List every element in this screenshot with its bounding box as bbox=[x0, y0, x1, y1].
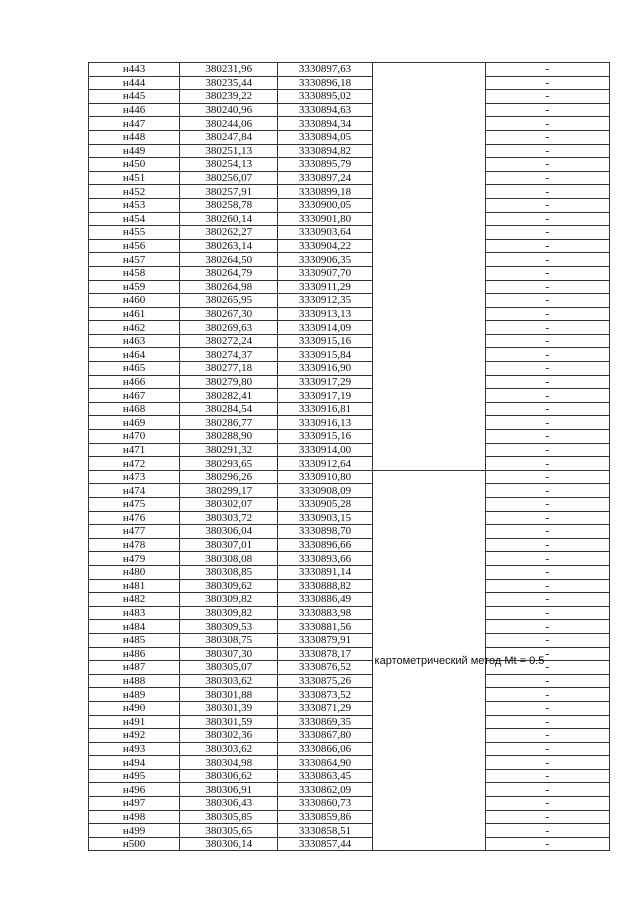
point-name: н468 bbox=[89, 402, 180, 416]
coord-x: 380286,77 bbox=[180, 416, 278, 430]
point-name: н482 bbox=[89, 593, 180, 607]
coord-x: 380247,84 bbox=[180, 130, 278, 144]
coord-y: 3330897,24 bbox=[278, 171, 372, 185]
table-row bbox=[89, 402, 610, 416]
point-name: н451 bbox=[89, 171, 180, 185]
accuracy-value: - bbox=[485, 647, 609, 661]
coord-y: 3330858,51 bbox=[278, 824, 372, 838]
accuracy-value: - bbox=[485, 334, 609, 348]
coord-y: 3330894,34 bbox=[278, 117, 372, 131]
accuracy-value: - bbox=[485, 579, 609, 593]
accuracy-value: - bbox=[485, 294, 609, 308]
point-name: н455 bbox=[89, 226, 180, 240]
coord-x: 380254,13 bbox=[180, 158, 278, 172]
accuracy-value: - bbox=[485, 266, 609, 280]
point-name: н473 bbox=[89, 470, 180, 484]
coord-y: 3330914,00 bbox=[278, 443, 372, 457]
accuracy-value: - bbox=[485, 375, 609, 389]
table-row bbox=[89, 443, 610, 457]
table-row bbox=[89, 565, 610, 579]
table-row bbox=[89, 824, 610, 838]
point-name: н493 bbox=[89, 742, 180, 756]
coord-x: 380240,96 bbox=[180, 103, 278, 117]
table-row bbox=[89, 266, 610, 280]
point-name: н453 bbox=[89, 198, 180, 212]
point-name: н452 bbox=[89, 185, 180, 199]
accuracy-value: - bbox=[485, 130, 609, 144]
coord-y: 3330896,18 bbox=[278, 76, 372, 90]
coord-y: 3330900,05 bbox=[278, 198, 372, 212]
coord-y: 3330912,35 bbox=[278, 294, 372, 308]
table-row bbox=[89, 701, 610, 715]
table-row bbox=[89, 769, 610, 783]
coord-x: 380307,30 bbox=[180, 647, 278, 661]
table-row bbox=[89, 742, 610, 756]
coord-x: 380309,53 bbox=[180, 620, 278, 634]
coord-y: 3330904,22 bbox=[278, 239, 372, 253]
accuracy-value: - bbox=[485, 769, 609, 783]
coord-x: 380291,32 bbox=[180, 443, 278, 457]
coord-x: 380279,80 bbox=[180, 375, 278, 389]
accuracy-value: - bbox=[485, 837, 609, 851]
table-row bbox=[89, 674, 610, 688]
coord-x: 380307,01 bbox=[180, 538, 278, 552]
coord-y: 3330876,52 bbox=[278, 661, 372, 675]
coord-y: 3330917,29 bbox=[278, 375, 372, 389]
accuracy-value: - bbox=[485, 565, 609, 579]
accuracy-value: - bbox=[485, 198, 609, 212]
accuracy-value: - bbox=[485, 117, 609, 131]
coord-y: 3330916,90 bbox=[278, 362, 372, 376]
coord-y: 3330907,70 bbox=[278, 266, 372, 280]
accuracy-value: - bbox=[485, 688, 609, 702]
coord-x: 380309,82 bbox=[180, 593, 278, 607]
coord-x: 380264,98 bbox=[180, 280, 278, 294]
coord-x: 380251,13 bbox=[180, 144, 278, 158]
coord-x: 380306,14 bbox=[180, 837, 278, 851]
point-name: н447 bbox=[89, 117, 180, 131]
table-row bbox=[89, 321, 610, 335]
accuracy-value: - bbox=[485, 797, 609, 811]
coord-x: 380264,79 bbox=[180, 266, 278, 280]
point-name: н444 bbox=[89, 76, 180, 90]
method-cell-empty bbox=[372, 63, 485, 471]
table-row bbox=[89, 606, 610, 620]
coord-y: 3330873,52 bbox=[278, 688, 372, 702]
accuracy-value: - bbox=[485, 498, 609, 512]
point-name: н487 bbox=[89, 661, 180, 675]
coordinates-table-body bbox=[89, 63, 610, 851]
coord-x: 380284,54 bbox=[180, 402, 278, 416]
accuracy-value: - bbox=[485, 158, 609, 172]
coord-y: 3330881,56 bbox=[278, 620, 372, 634]
point-name: н461 bbox=[89, 307, 180, 321]
coord-y: 3330862,09 bbox=[278, 783, 372, 797]
coord-y: 3330883,98 bbox=[278, 606, 372, 620]
table-row bbox=[89, 144, 610, 158]
coord-x: 380306,91 bbox=[180, 783, 278, 797]
coord-x: 380301,39 bbox=[180, 701, 278, 715]
accuracy-value: - bbox=[485, 321, 609, 335]
coord-y: 3330903,15 bbox=[278, 511, 372, 525]
coord-y: 3330915,84 bbox=[278, 348, 372, 362]
coord-x: 380244,06 bbox=[180, 117, 278, 131]
coord-y: 3330871,29 bbox=[278, 701, 372, 715]
coord-y: 3330901,80 bbox=[278, 212, 372, 226]
coord-x: 380306,62 bbox=[180, 769, 278, 783]
table-row bbox=[89, 198, 610, 212]
point-name: н478 bbox=[89, 538, 180, 552]
point-name: н471 bbox=[89, 443, 180, 457]
point-name: н499 bbox=[89, 824, 180, 838]
point-name: н475 bbox=[89, 498, 180, 512]
accuracy-value: - bbox=[485, 715, 609, 729]
table-row bbox=[89, 593, 610, 607]
point-name: н462 bbox=[89, 321, 180, 335]
coord-y: 3330910,80 bbox=[278, 470, 372, 484]
coord-x: 380304,98 bbox=[180, 756, 278, 770]
accuracy-value: - bbox=[485, 701, 609, 715]
coord-y: 3330896,66 bbox=[278, 538, 372, 552]
table-row bbox=[89, 117, 610, 131]
table-row bbox=[89, 362, 610, 376]
coord-y: 3330905,28 bbox=[278, 498, 372, 512]
point-name: н479 bbox=[89, 552, 180, 566]
coord-y: 3330860,73 bbox=[278, 797, 372, 811]
coord-y: 3330914,09 bbox=[278, 321, 372, 335]
accuracy-value: - bbox=[485, 633, 609, 647]
coord-y: 3330879,91 bbox=[278, 633, 372, 647]
accuracy-value: - bbox=[485, 171, 609, 185]
table-row bbox=[89, 837, 610, 851]
table-row bbox=[89, 334, 610, 348]
coord-y: 3330895,79 bbox=[278, 158, 372, 172]
table-row bbox=[89, 538, 610, 552]
coord-x: 380305,65 bbox=[180, 824, 278, 838]
coord-y: 3330875,26 bbox=[278, 674, 372, 688]
table-row bbox=[89, 76, 610, 90]
coord-y: 3330915,16 bbox=[278, 334, 372, 348]
accuracy-value: - bbox=[485, 484, 609, 498]
point-name: н465 bbox=[89, 362, 180, 376]
table-row bbox=[89, 470, 610, 484]
coord-y: 3330857,44 bbox=[278, 837, 372, 851]
point-name: н489 bbox=[89, 688, 180, 702]
accuracy-value: - bbox=[485, 348, 609, 362]
coord-x: 380277,18 bbox=[180, 362, 278, 376]
table-row bbox=[89, 103, 610, 117]
accuracy-value: - bbox=[485, 253, 609, 267]
point-name: н464 bbox=[89, 348, 180, 362]
coord-x: 380264,50 bbox=[180, 253, 278, 267]
point-name: н460 bbox=[89, 294, 180, 308]
coord-y: 3330891,14 bbox=[278, 565, 372, 579]
point-name: н445 bbox=[89, 90, 180, 104]
table-row bbox=[89, 158, 610, 172]
accuracy-value: - bbox=[485, 443, 609, 457]
point-name: н481 bbox=[89, 579, 180, 593]
point-name: н454 bbox=[89, 212, 180, 226]
coord-x: 380308,85 bbox=[180, 565, 278, 579]
coord-x: 380267,30 bbox=[180, 307, 278, 321]
table-row bbox=[89, 715, 610, 729]
point-name: н443 bbox=[89, 63, 180, 77]
coord-y: 3330888,82 bbox=[278, 579, 372, 593]
table-row bbox=[89, 633, 610, 647]
accuracy-value: - bbox=[485, 416, 609, 430]
table-row bbox=[89, 484, 610, 498]
coord-x: 380303,72 bbox=[180, 511, 278, 525]
accuracy-value: - bbox=[485, 620, 609, 634]
coord-y: 3330913,13 bbox=[278, 307, 372, 321]
coord-x: 380272,24 bbox=[180, 334, 278, 348]
point-name: н477 bbox=[89, 525, 180, 539]
coord-y: 3330917,19 bbox=[278, 389, 372, 403]
coord-x: 380293,65 bbox=[180, 457, 278, 471]
coord-x: 380305,85 bbox=[180, 810, 278, 824]
table-row bbox=[89, 389, 610, 403]
table-row bbox=[89, 688, 610, 702]
coord-x: 380302,36 bbox=[180, 729, 278, 743]
point-name: н483 bbox=[89, 606, 180, 620]
accuracy-value: - bbox=[485, 756, 609, 770]
accuracy-value: - bbox=[485, 457, 609, 471]
coord-x: 380239,22 bbox=[180, 90, 278, 104]
point-name: н486 bbox=[89, 647, 180, 661]
accuracy-value: - bbox=[485, 729, 609, 743]
accuracy-value: - bbox=[485, 470, 609, 484]
coord-y: 3330893,66 bbox=[278, 552, 372, 566]
table-row bbox=[89, 63, 610, 77]
point-name: н500 bbox=[89, 837, 180, 851]
point-name: н498 bbox=[89, 810, 180, 824]
table-row bbox=[89, 756, 610, 770]
coord-y: 3330894,63 bbox=[278, 103, 372, 117]
table-row bbox=[89, 171, 610, 185]
table-row bbox=[89, 498, 610, 512]
coord-x: 380274,37 bbox=[180, 348, 278, 362]
point-name: н469 bbox=[89, 416, 180, 430]
table-row bbox=[89, 579, 610, 593]
accuracy-value: - bbox=[485, 212, 609, 226]
point-name: н480 bbox=[89, 565, 180, 579]
table-row bbox=[89, 90, 610, 104]
coord-y: 3330898,70 bbox=[278, 525, 372, 539]
accuracy-value: - bbox=[485, 525, 609, 539]
coord-x: 380269,63 bbox=[180, 321, 278, 335]
coord-x: 380260,14 bbox=[180, 212, 278, 226]
accuracy-value: - bbox=[485, 90, 609, 104]
point-name: н448 bbox=[89, 130, 180, 144]
point-name: н472 bbox=[89, 457, 180, 471]
point-name: н495 bbox=[89, 769, 180, 783]
point-name: н497 bbox=[89, 797, 180, 811]
point-name: н492 bbox=[89, 729, 180, 743]
accuracy-value: - bbox=[485, 742, 609, 756]
coord-y: 3330859,86 bbox=[278, 810, 372, 824]
coord-x: 380305,07 bbox=[180, 661, 278, 675]
coord-y: 3330908,09 bbox=[278, 484, 372, 498]
coord-y: 3330886,49 bbox=[278, 593, 372, 607]
coord-x: 380302,07 bbox=[180, 498, 278, 512]
coord-x: 380231,96 bbox=[180, 63, 278, 77]
coord-x: 380306,43 bbox=[180, 797, 278, 811]
coord-x: 380309,62 bbox=[180, 579, 278, 593]
table-row bbox=[89, 783, 610, 797]
point-name: н488 bbox=[89, 674, 180, 688]
accuracy-value: - bbox=[485, 430, 609, 444]
accuracy-value: - bbox=[485, 63, 609, 77]
accuracy-value: - bbox=[485, 239, 609, 253]
accuracy-value: - bbox=[485, 824, 609, 838]
accuracy-value: - bbox=[485, 103, 609, 117]
point-name: н450 bbox=[89, 158, 180, 172]
coord-y: 3330866,06 bbox=[278, 742, 372, 756]
accuracy-value: - bbox=[485, 280, 609, 294]
point-name: н449 bbox=[89, 144, 180, 158]
table-row bbox=[89, 620, 610, 634]
point-name: н467 bbox=[89, 389, 180, 403]
coord-y: 3330906,35 bbox=[278, 253, 372, 267]
coord-y: 3330916,13 bbox=[278, 416, 372, 430]
coord-x: 380301,88 bbox=[180, 688, 278, 702]
accuracy-value: - bbox=[485, 511, 609, 525]
accuracy-value: - bbox=[485, 593, 609, 607]
coord-y: 3330864,90 bbox=[278, 756, 372, 770]
accuracy-value: - bbox=[485, 362, 609, 376]
table-row bbox=[89, 280, 610, 294]
point-name: н485 bbox=[89, 633, 180, 647]
coord-x: 380299,17 bbox=[180, 484, 278, 498]
coord-x: 380308,08 bbox=[180, 552, 278, 566]
point-name: н456 bbox=[89, 239, 180, 253]
coord-x: 380265,95 bbox=[180, 294, 278, 308]
accuracy-value: - bbox=[485, 661, 609, 675]
table-row bbox=[89, 430, 610, 444]
coord-x: 380257,91 bbox=[180, 185, 278, 199]
table-row bbox=[89, 457, 610, 471]
coord-x: 380301,59 bbox=[180, 715, 278, 729]
accuracy-value: - bbox=[485, 185, 609, 199]
point-name: н466 bbox=[89, 375, 180, 389]
point-name: н476 bbox=[89, 511, 180, 525]
coord-x: 380235,44 bbox=[180, 76, 278, 90]
coord-y: 3330894,82 bbox=[278, 144, 372, 158]
coord-x: 380296,26 bbox=[180, 470, 278, 484]
accuracy-value: - bbox=[485, 76, 609, 90]
coord-y: 3330916,81 bbox=[278, 402, 372, 416]
coord-x: 380258,78 bbox=[180, 198, 278, 212]
point-name: н490 bbox=[89, 701, 180, 715]
method-cell: картометрический метод Mt = 0.5 bbox=[372, 470, 485, 851]
coord-x: 380306,04 bbox=[180, 525, 278, 539]
point-name: н474 bbox=[89, 484, 180, 498]
coord-x: 380282,41 bbox=[180, 389, 278, 403]
coord-y: 3330912,64 bbox=[278, 457, 372, 471]
table-row bbox=[89, 226, 610, 240]
coord-x: 380303,62 bbox=[180, 742, 278, 756]
coord-y: 3330869,35 bbox=[278, 715, 372, 729]
accuracy-value: - bbox=[485, 552, 609, 566]
table-row bbox=[89, 525, 610, 539]
table-row bbox=[89, 130, 610, 144]
table-row bbox=[89, 239, 610, 253]
point-name: н496 bbox=[89, 783, 180, 797]
coord-x: 380303,62 bbox=[180, 674, 278, 688]
point-name: н457 bbox=[89, 253, 180, 267]
table-row bbox=[89, 511, 610, 525]
table-row bbox=[89, 375, 610, 389]
point-name: н458 bbox=[89, 266, 180, 280]
coord-y: 3330911,29 bbox=[278, 280, 372, 294]
accuracy-value: - bbox=[485, 144, 609, 158]
accuracy-value: - bbox=[485, 538, 609, 552]
table-row bbox=[89, 416, 610, 430]
point-name: н463 bbox=[89, 334, 180, 348]
point-name: н446 bbox=[89, 103, 180, 117]
coord-x: 380263,14 bbox=[180, 239, 278, 253]
coord-x: 380308,75 bbox=[180, 633, 278, 647]
table-row bbox=[89, 348, 610, 362]
coord-y: 3330915,16 bbox=[278, 430, 372, 444]
table-row bbox=[89, 212, 610, 226]
coord-y: 3330867,80 bbox=[278, 729, 372, 743]
coord-y: 3330894,05 bbox=[278, 130, 372, 144]
point-name: н494 bbox=[89, 756, 180, 770]
coord-y: 3330878,17 bbox=[278, 647, 372, 661]
accuracy-value: - bbox=[485, 783, 609, 797]
coord-x: 380309,82 bbox=[180, 606, 278, 620]
table-row bbox=[89, 552, 610, 566]
table-row bbox=[89, 729, 610, 743]
accuracy-value: - bbox=[485, 307, 609, 321]
point-name: н470 bbox=[89, 430, 180, 444]
coord-x: 380262,27 bbox=[180, 226, 278, 240]
point-name: н491 bbox=[89, 715, 180, 729]
coord-y: 3330899,18 bbox=[278, 185, 372, 199]
accuracy-value: - bbox=[485, 674, 609, 688]
accuracy-value: - bbox=[485, 389, 609, 403]
accuracy-value: - bbox=[485, 402, 609, 416]
accuracy-value: - bbox=[485, 226, 609, 240]
table-row bbox=[89, 294, 610, 308]
table-row bbox=[89, 185, 610, 199]
point-name: н459 bbox=[89, 280, 180, 294]
accuracy-value: - bbox=[485, 810, 609, 824]
point-name: н484 bbox=[89, 620, 180, 634]
table-row bbox=[89, 797, 610, 811]
coord-y: 3330895,02 bbox=[278, 90, 372, 104]
coord-y: 3330863,45 bbox=[278, 769, 372, 783]
coordinates-table bbox=[88, 62, 610, 851]
coord-x: 380256,07 bbox=[180, 171, 278, 185]
accuracy-value: - bbox=[485, 606, 609, 620]
coord-x: 380288,90 bbox=[180, 430, 278, 444]
coord-y: 3330897,63 bbox=[278, 63, 372, 77]
table-row bbox=[89, 307, 610, 321]
coord-y: 3330903,64 bbox=[278, 226, 372, 240]
table-row bbox=[89, 810, 610, 824]
table-row bbox=[89, 253, 610, 267]
